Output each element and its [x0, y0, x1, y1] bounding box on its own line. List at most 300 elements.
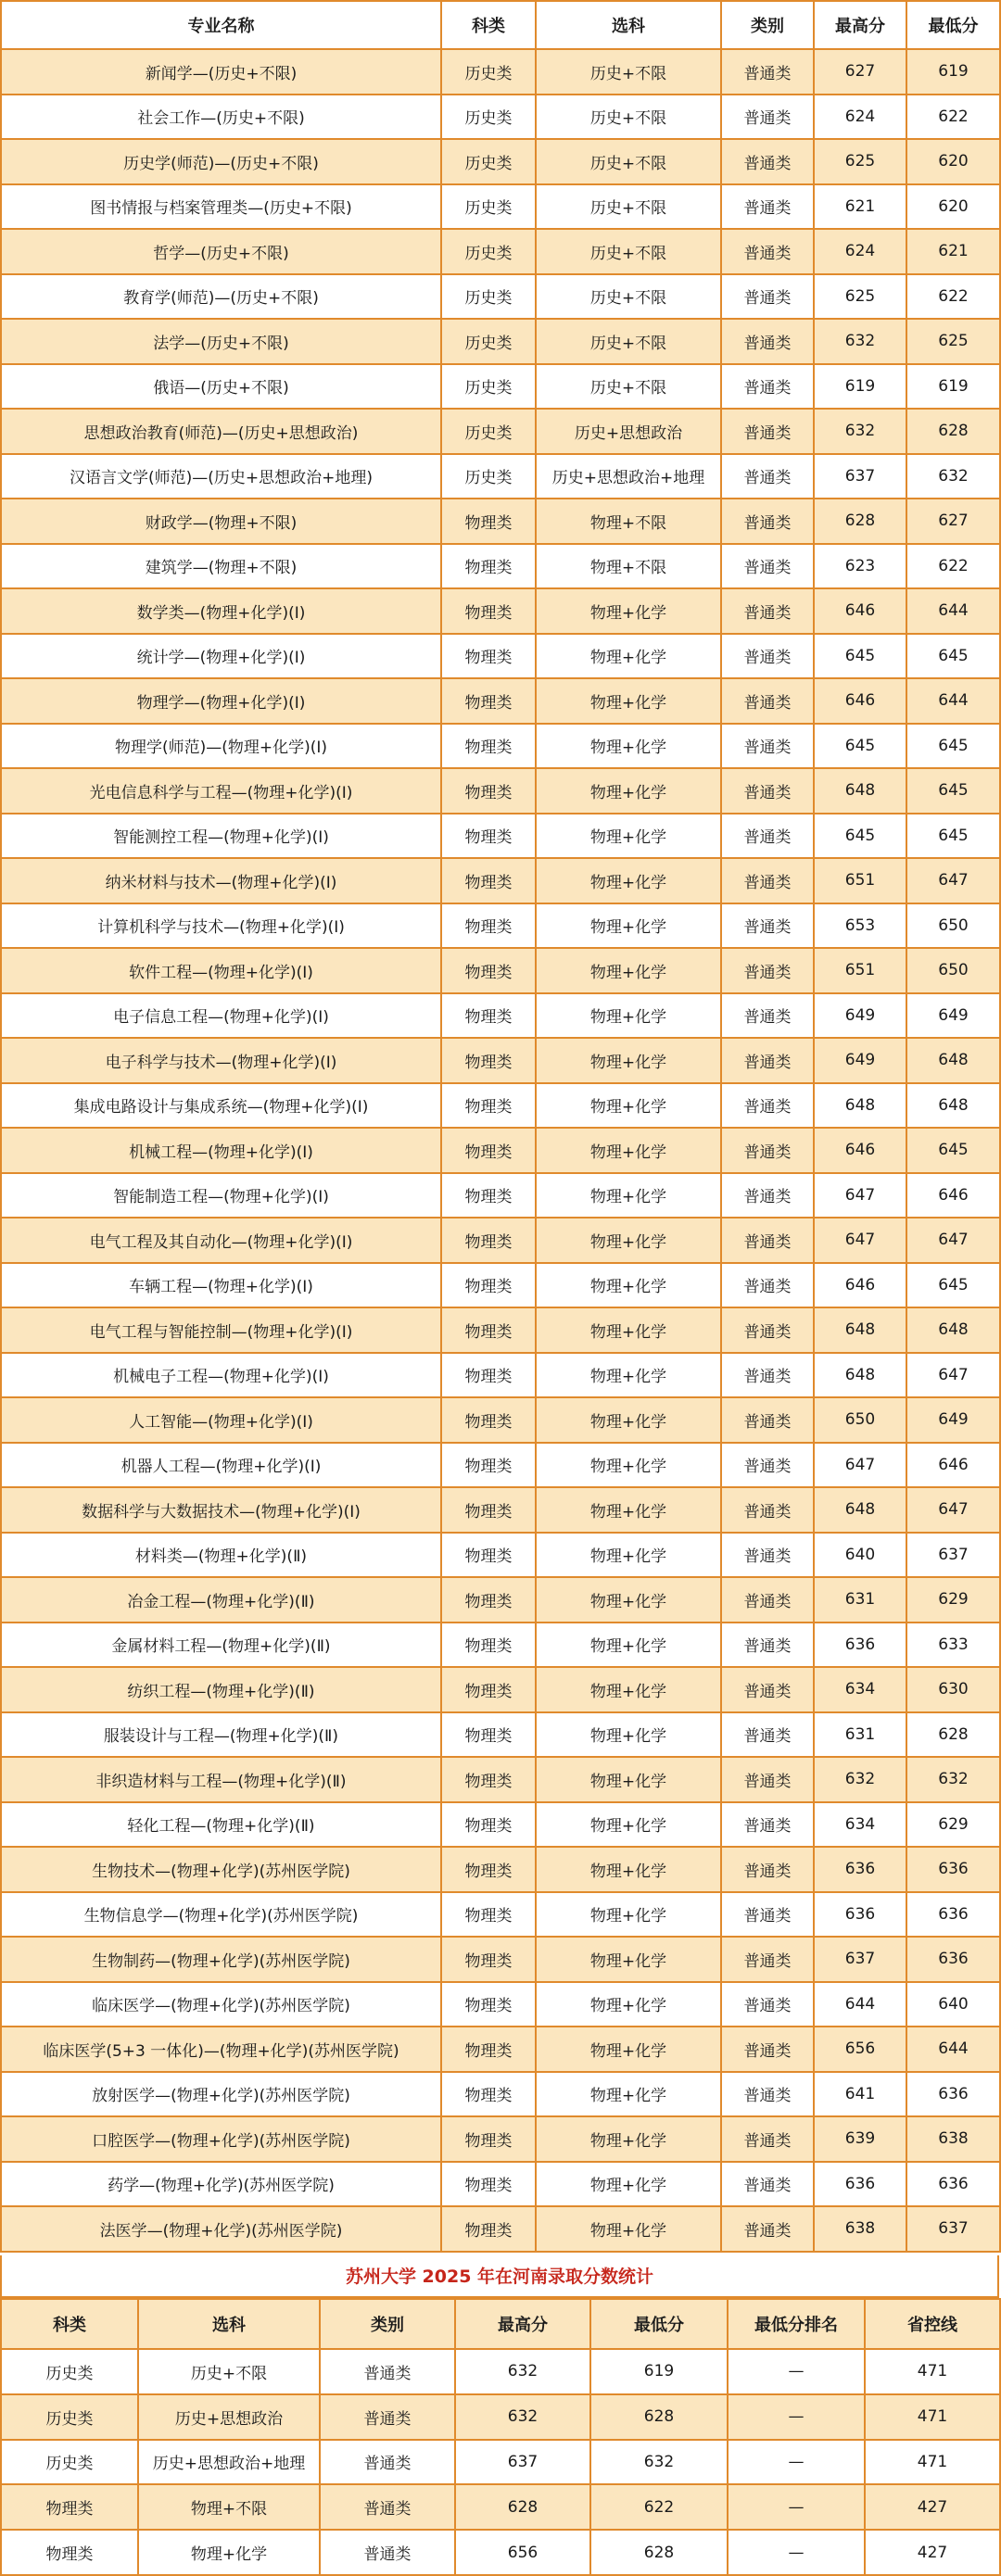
max-score-cell: 627	[814, 49, 906, 95]
min-score-cell: 638	[906, 2116, 1000, 2162]
major-name-cell: 电气工程与智能控制—(物理+化学)(Ⅰ)	[1, 1307, 441, 1353]
major-name-cell: 历史学(师范)—(历史+不限)	[1, 139, 441, 184]
admission-type-cell: 普通类	[721, 1847, 814, 1892]
min-score-cell: 637	[906, 2206, 1000, 2252]
max-score-cell: 632	[455, 2394, 590, 2440]
table-row	[1, 1712, 1000, 1758]
subject-category-cell: 物理类	[441, 1487, 536, 1533]
subject-category-cell: 历史类	[441, 319, 536, 364]
subject-selection-cell: 物理+化学	[536, 1757, 721, 1802]
subject-selection-cell: 物理+化学	[536, 1128, 721, 1173]
selection-cell: 历史+不限	[138, 2349, 320, 2394]
max-score-cell: 632	[814, 409, 906, 454]
min-score-cell: 640	[906, 1982, 1000, 2027]
min-score-cell: 647	[906, 1487, 1000, 1533]
subject-selection-cell: 历史+不限	[536, 49, 721, 95]
subject-category-cell: 物理类	[441, 678, 536, 724]
subject-category-cell: 物理类	[441, 2027, 536, 2072]
type-cell: 普通类	[320, 2530, 455, 2575]
subject-selection-cell: 物理+化学	[536, 858, 721, 903]
admission-type-cell: 普通类	[721, 2162, 814, 2207]
admission-type-cell: 普通类	[721, 1128, 814, 1173]
table-row	[1, 814, 1000, 859]
subject-selection-cell: 物理+化学	[536, 1487, 721, 1533]
max-score-cell: 649	[814, 993, 906, 1039]
major-name-cell: 社会工作—(历史+不限)	[1, 95, 441, 140]
admission-type-cell: 普通类	[721, 1892, 814, 1938]
admission-type-cell: 普通类	[721, 1982, 814, 2027]
table-row	[1, 49, 1000, 95]
table-row	[1, 1757, 1000, 1802]
min-score-cell: 650	[906, 903, 1000, 949]
min-score-cell: 644	[906, 588, 1000, 634]
max-score-cell: 656	[455, 2530, 590, 2575]
admission-type-cell: 普通类	[721, 948, 814, 993]
table-row	[1, 2349, 1000, 2394]
min-score-cell: 629	[906, 1577, 1000, 1623]
subject-selection-cell: 物理+化学	[536, 1712, 721, 1758]
major-name-cell: 人工智能—(物理+化学)(Ⅰ)	[1, 1397, 441, 1443]
major-name-cell: 机械电子工程—(物理+化学)(Ⅰ)	[1, 1353, 441, 1398]
max-score-cell: 646	[814, 1128, 906, 1173]
max-score-cell: 648	[814, 1487, 906, 1533]
table-row	[1, 139, 1000, 184]
min-score-cell: 637	[906, 1533, 1000, 1578]
table-row	[1, 1623, 1000, 1668]
min-rank-cell: —	[728, 2484, 865, 2530]
admission-type-cell: 普通类	[721, 2072, 814, 2117]
min-score-cell: 645	[906, 724, 1000, 769]
category-cell: 物理类	[1, 2484, 138, 2530]
subject-category-cell: 物理类	[441, 2116, 536, 2162]
header-subject-category: 科类	[441, 1, 536, 49]
major-name-cell: 俄语—(历史+不限)	[1, 364, 441, 410]
max-score-cell: 639	[814, 2116, 906, 2162]
subject-category-cell: 物理类	[441, 1577, 536, 1623]
max-score-cell: 637	[814, 454, 906, 499]
max-score-cell: 623	[814, 544, 906, 589]
admission-type-cell: 普通类	[721, 319, 814, 364]
min-score-cell: 619	[906, 364, 1000, 410]
major-name-cell: 数据科学与大数据技术—(物理+化学)(Ⅰ)	[1, 1487, 441, 1533]
major-name-cell: 药学—(物理+化学)(苏州医学院)	[1, 2162, 441, 2207]
type-cell: 普通类	[320, 2440, 455, 2485]
max-score-cell: 647	[814, 1218, 906, 1263]
table-row	[1, 1218, 1000, 1263]
category-cell: 历史类	[1, 2394, 138, 2440]
max-score-cell: 621	[814, 184, 906, 230]
major-name-cell: 放射医学—(物理+化学)(苏州医学院)	[1, 2072, 441, 2117]
subject-category-cell: 历史类	[441, 95, 536, 140]
max-score-cell: 644	[814, 1982, 906, 2027]
subject-category-cell: 历史类	[441, 364, 536, 410]
category-cell: 历史类	[1, 2440, 138, 2485]
table-row	[1, 544, 1000, 589]
max-score-cell: 645	[814, 724, 906, 769]
min-rank-cell: —	[728, 2440, 865, 2485]
max-score-cell: 628	[455, 2484, 590, 2530]
admission-type-cell: 普通类	[721, 993, 814, 1039]
header-major-name: 专业名称	[1, 1, 441, 49]
min-score-cell: 632	[590, 2440, 728, 2485]
admission-type-cell: 普通类	[721, 1757, 814, 1802]
table-row	[1, 184, 1000, 230]
admission-type-cell: 普通类	[721, 1353, 814, 1398]
min-rank-cell: —	[728, 2349, 865, 2394]
min-score-cell: 622	[906, 95, 1000, 140]
admission-type-cell: 普通类	[721, 95, 814, 140]
min-rank-cell: —	[728, 2530, 865, 2575]
subject-category-cell: 物理类	[441, 724, 536, 769]
subject-category-cell: 物理类	[441, 1173, 536, 1219]
admission-type-cell: 普通类	[721, 499, 814, 544]
admission-type-cell: 普通类	[721, 364, 814, 410]
subject-category-cell: 物理类	[441, 1443, 536, 1488]
major-name-cell: 纳米材料与技术—(物理+化学)(Ⅰ)	[1, 858, 441, 903]
subject-selection-cell: 历史+不限	[536, 229, 721, 274]
major-name-cell: 口腔医学—(物理+化学)(苏州医学院)	[1, 2116, 441, 2162]
major-name-cell: 临床医学—(物理+化学)(苏州医学院)	[1, 1982, 441, 2027]
control-line-cell: 427	[865, 2530, 1000, 2575]
table-row	[1, 409, 1000, 454]
major-name-cell: 智能测控工程—(物理+化学)(Ⅰ)	[1, 814, 441, 859]
max-score-cell: 640	[814, 1533, 906, 1578]
table-row	[1, 724, 1000, 769]
admission-type-cell: 普通类	[721, 2027, 814, 2072]
table-row	[1, 274, 1000, 320]
min-score-cell: 648	[906, 1083, 1000, 1129]
min-score-cell: 620	[906, 184, 1000, 230]
category-cell: 物理类	[1, 2530, 138, 2575]
subject-category-cell: 历史类	[441, 139, 536, 184]
max-score-cell: 653	[814, 903, 906, 949]
table-row	[1, 1263, 1000, 1308]
min-score-cell: 622	[906, 274, 1000, 320]
min-score-cell: 628	[590, 2394, 728, 2440]
admission-type-cell: 普通类	[721, 229, 814, 274]
major-name-cell: 计算机科学与技术—(物理+化学)(Ⅰ)	[1, 903, 441, 949]
max-score-cell: 648	[814, 1083, 906, 1129]
header-subject-selection: 选科	[536, 1, 721, 49]
subject-selection-cell: 物理+化学	[536, 2072, 721, 2117]
subject-selection-cell: 物理+化学	[536, 1577, 721, 1623]
min-score-cell: 622	[590, 2484, 728, 2530]
subject-category-cell: 物理类	[441, 588, 536, 634]
subject-category-cell: 物理类	[441, 634, 536, 679]
min-score-cell: 644	[906, 2027, 1000, 2072]
header-min-score: 最低分	[906, 1, 1000, 49]
min-score-cell: 636	[906, 1892, 1000, 1938]
major-name-cell: 数学类—(物理+化学)(Ⅰ)	[1, 588, 441, 634]
max-score-cell: 646	[814, 588, 906, 634]
max-score-cell: 636	[814, 2162, 906, 2207]
subject-selection-cell: 物理+化学	[536, 2116, 721, 2162]
min-score-cell: 649	[906, 993, 1000, 1039]
min-score-cell: 630	[906, 1667, 1000, 1712]
subject-selection-cell: 物理+化学	[536, 678, 721, 724]
subject-category-cell: 历史类	[441, 229, 536, 274]
subject-selection-cell: 历史+不限	[536, 184, 721, 230]
control-line-cell: 471	[865, 2394, 1000, 2440]
table-row	[1, 2394, 1000, 2440]
major-name-cell: 新闻学—(历史+不限)	[1, 49, 441, 95]
max-score-cell: 628	[814, 499, 906, 544]
max-score-cell: 638	[814, 2206, 906, 2252]
subject-category-cell: 物理类	[441, 1982, 536, 2027]
subject-category-cell: 物理类	[441, 1263, 536, 1308]
min-score-cell: 645	[906, 814, 1000, 859]
subject-category-cell: 物理类	[441, 499, 536, 544]
subject-selection-cell: 物理+化学	[536, 1083, 721, 1129]
subject-category-cell: 物理类	[441, 1533, 536, 1578]
min-score-cell: 636	[906, 2162, 1000, 2207]
subject-selection-cell: 历史+不限	[536, 139, 721, 184]
subject-selection-cell: 物理+化学	[536, 1802, 721, 1848]
admission-type-cell: 普通类	[721, 1443, 814, 1488]
min-score-cell: 649	[906, 1397, 1000, 1443]
major-name-cell: 生物制药—(物理+化学)(苏州医学院)	[1, 1937, 441, 1982]
admission-type-cell: 普通类	[721, 2206, 814, 2252]
table-row	[1, 1397, 1000, 1443]
table-row	[1, 2440, 1000, 2485]
table-row	[1, 634, 1000, 679]
subject-selection-cell: 物理+化学	[536, 1667, 721, 1712]
admission-type-cell: 普通类	[721, 454, 814, 499]
subject-category-cell: 物理类	[441, 1623, 536, 1668]
admission-type-cell: 普通类	[721, 678, 814, 724]
subject-selection-cell: 物理+不限	[536, 544, 721, 589]
subject-category-cell: 历史类	[441, 454, 536, 499]
admission-type-cell: 普通类	[721, 1083, 814, 1129]
subject-selection-cell: 物理+化学	[536, 2027, 721, 2072]
admission-type-cell: 普通类	[721, 1802, 814, 1848]
majors-header-row	[1, 1, 1000, 49]
subject-selection-cell: 历史+不限	[536, 364, 721, 410]
max-score-cell: 645	[814, 814, 906, 859]
table-row	[1, 319, 1000, 364]
admission-type-cell: 普通类	[721, 49, 814, 95]
subject-category-cell: 物理类	[441, 1847, 536, 1892]
min-score-cell: 633	[906, 1623, 1000, 1668]
subject-selection-cell: 物理+化学	[536, 993, 721, 1039]
subject-selection-cell: 物理+化学	[536, 1353, 721, 1398]
subject-selection-cell: 物理+不限	[536, 499, 721, 544]
subject-category-cell: 物理类	[441, 1667, 536, 1712]
major-name-cell: 统计学—(物理+化学)(Ⅰ)	[1, 634, 441, 679]
table-row	[1, 229, 1000, 274]
min-score-cell: 632	[906, 1757, 1000, 1802]
major-name-cell: 智能制造工程—(物理+化学)(Ⅰ)	[1, 1173, 441, 1219]
major-name-cell: 建筑学—(物理+不限)	[1, 544, 441, 589]
max-score-cell: 641	[814, 2072, 906, 2117]
admission-type-cell: 普通类	[721, 768, 814, 814]
major-name-cell: 集成电路设计与集成系统—(物理+化学)(Ⅰ)	[1, 1083, 441, 1129]
table-row	[1, 588, 1000, 634]
subject-selection-cell: 物理+化学	[536, 1038, 721, 1083]
subject-selection-cell: 物理+化学	[536, 1937, 721, 1982]
subject-selection-cell: 物理+化学	[536, 1218, 721, 1263]
subject-selection-cell: 物理+化学	[536, 1533, 721, 1578]
major-name-cell: 汉语言文学(师范)—(历史+思想政治+地理)	[1, 454, 441, 499]
min-score-cell: 647	[906, 858, 1000, 903]
subject-category-cell: 物理类	[441, 1802, 536, 1848]
major-name-cell: 机器人工程—(物理+化学)(Ⅰ)	[1, 1443, 441, 1488]
max-score-cell: 632	[814, 1757, 906, 1802]
min-rank-cell: —	[728, 2394, 865, 2440]
max-score-cell: 634	[814, 1667, 906, 1712]
subject-selection-cell: 物理+化学	[536, 903, 721, 949]
min-score-cell: 648	[906, 1307, 1000, 1353]
summary-header-row	[1, 2299, 1000, 2349]
max-score-cell: 646	[814, 678, 906, 724]
major-name-cell: 电子信息工程—(物理+化学)(Ⅰ)	[1, 993, 441, 1039]
type-cell: 普通类	[320, 2484, 455, 2530]
table-row	[1, 1443, 1000, 1488]
max-score-cell: 637	[455, 2440, 590, 2485]
min-score-cell: 647	[906, 1218, 1000, 1263]
subject-selection-cell: 物理+化学	[536, 948, 721, 993]
table-row	[1, 1937, 1000, 1982]
subject-selection-cell: 物理+化学	[536, 1443, 721, 1488]
table-row	[1, 2162, 1000, 2207]
min-score-cell: 619	[590, 2349, 728, 2394]
min-score-cell: 620	[906, 139, 1000, 184]
max-score-cell: 656	[814, 2027, 906, 2072]
subject-selection-cell: 历史+不限	[536, 95, 721, 140]
subject-selection-cell: 物理+化学	[536, 1397, 721, 1443]
subject-category-cell: 物理类	[441, 1083, 536, 1129]
min-score-cell: 644	[906, 678, 1000, 724]
subject-selection-cell: 物理+化学	[536, 588, 721, 634]
subject-category-cell: 历史类	[441, 184, 536, 230]
major-name-cell: 轻化工程—(物理+化学)(Ⅱ)	[1, 1802, 441, 1848]
table-row	[1, 1982, 1000, 2027]
major-name-cell: 软件工程—(物理+化学)(Ⅰ)	[1, 948, 441, 993]
max-score-cell: 624	[814, 229, 906, 274]
category-cell: 历史类	[1, 2349, 138, 2394]
summary-header-type: 类别	[320, 2299, 455, 2349]
table-row	[1, 499, 1000, 544]
summary-title: 苏州大学 2025 年在河南录取分数统计	[0, 2255, 999, 2298]
subject-category-cell: 历史类	[441, 49, 536, 95]
max-score-cell: 647	[814, 1443, 906, 1488]
major-name-cell: 临床医学(5+3 一体化)—(物理+化学)(苏州医学院)	[1, 2027, 441, 2072]
header-max-score: 最高分	[814, 1, 906, 49]
admission-type-cell: 普通类	[721, 274, 814, 320]
control-line-cell: 471	[865, 2440, 1000, 2485]
major-name-cell: 车辆工程—(物理+化学)(Ⅰ)	[1, 1263, 441, 1308]
table-row	[1, 1353, 1000, 1398]
subject-category-cell: 历史类	[441, 409, 536, 454]
min-score-cell: 636	[906, 1937, 1000, 1982]
table-row	[1, 1802, 1000, 1848]
selection-cell: 物理+不限	[138, 2484, 320, 2530]
subject-selection-cell: 历史+思想政治+地理	[536, 454, 721, 499]
table-row	[1, 1533, 1000, 1578]
subject-selection-cell: 物理+化学	[536, 1982, 721, 2027]
admission-type-cell: 普通类	[721, 409, 814, 454]
table-row	[1, 1038, 1000, 1083]
summary-header-min-rank: 最低分排名	[728, 2299, 865, 2349]
table-row	[1, 2530, 1000, 2575]
subject-category-cell: 物理类	[441, 903, 536, 949]
admission-type-cell: 普通类	[721, 1533, 814, 1578]
subject-selection-cell: 物理+化学	[536, 1623, 721, 1668]
min-score-cell: 645	[906, 1128, 1000, 1173]
min-score-cell: 627	[906, 499, 1000, 544]
major-name-cell: 生物信息学—(物理+化学)(苏州医学院)	[1, 1892, 441, 1938]
min-score-cell: 636	[906, 2072, 1000, 2117]
summary-score-table	[0, 2298, 1001, 2576]
max-score-cell: 619	[814, 364, 906, 410]
table-row	[1, 858, 1000, 903]
max-score-cell: 634	[814, 1802, 906, 1848]
min-score-cell: 622	[906, 544, 1000, 589]
subject-selection-cell: 物理+化学	[536, 1307, 721, 1353]
admission-type-cell: 普通类	[721, 1712, 814, 1758]
selection-cell: 历史+思想政治	[138, 2394, 320, 2440]
max-score-cell: 636	[814, 1623, 906, 1668]
selection-cell: 物理+化学	[138, 2530, 320, 2575]
min-score-cell: 621	[906, 229, 1000, 274]
table-row	[1, 2027, 1000, 2072]
subject-category-cell: 物理类	[441, 1892, 536, 1938]
subject-category-cell: 历史类	[441, 274, 536, 320]
max-score-cell: 651	[814, 858, 906, 903]
max-score-cell: 647	[814, 1173, 906, 1219]
table-row	[1, 1667, 1000, 1712]
max-score-cell: 632	[455, 2349, 590, 2394]
major-name-cell: 非织造材料与工程—(物理+化学)(Ⅱ)	[1, 1757, 441, 1802]
major-name-cell: 纺织工程—(物理+化学)(Ⅱ)	[1, 1667, 441, 1712]
subject-category-cell: 物理类	[441, 1937, 536, 1982]
major-name-cell: 法学—(历史+不限)	[1, 319, 441, 364]
admission-type-cell: 普通类	[721, 1623, 814, 1668]
table-row	[1, 768, 1000, 814]
subject-category-cell: 物理类	[441, 1712, 536, 1758]
admission-type-cell: 普通类	[721, 1307, 814, 1353]
min-score-cell: 647	[906, 1353, 1000, 1398]
subject-category-cell: 物理类	[441, 1397, 536, 1443]
major-name-cell: 材料类—(物理+化学)(Ⅱ)	[1, 1533, 441, 1578]
table-row	[1, 364, 1000, 410]
subject-selection-cell: 物理+化学	[536, 1892, 721, 1938]
major-name-cell: 教育学(师范)—(历史+不限)	[1, 274, 441, 320]
admission-type-cell: 普通类	[721, 1487, 814, 1533]
type-cell: 普通类	[320, 2349, 455, 2394]
table-row	[1, 1173, 1000, 1219]
min-score-cell: 646	[906, 1443, 1000, 1488]
max-score-cell: 648	[814, 768, 906, 814]
summary-table-body	[1, 2349, 1000, 2575]
subject-category-cell: 物理类	[441, 858, 536, 903]
table-row	[1, 1487, 1000, 1533]
subject-selection-cell: 物理+化学	[536, 768, 721, 814]
majors-table-body	[1, 49, 1000, 2252]
min-score-cell: 619	[906, 49, 1000, 95]
subject-category-cell: 物理类	[441, 948, 536, 993]
subject-selection-cell: 物理+化学	[536, 1173, 721, 1219]
selection-cell: 历史+思想政治+地理	[138, 2440, 320, 2485]
max-score-cell: 646	[814, 1263, 906, 1308]
major-name-cell: 金属材料工程—(物理+化学)(Ⅱ)	[1, 1623, 441, 1668]
admission-type-cell: 普通类	[721, 2116, 814, 2162]
min-score-cell: 629	[906, 1802, 1000, 1848]
admission-type-cell: 普通类	[721, 858, 814, 903]
major-name-cell: 法医学—(物理+化学)(苏州医学院)	[1, 2206, 441, 2252]
subject-category-cell: 物理类	[441, 1307, 536, 1353]
admission-type-cell: 普通类	[721, 544, 814, 589]
